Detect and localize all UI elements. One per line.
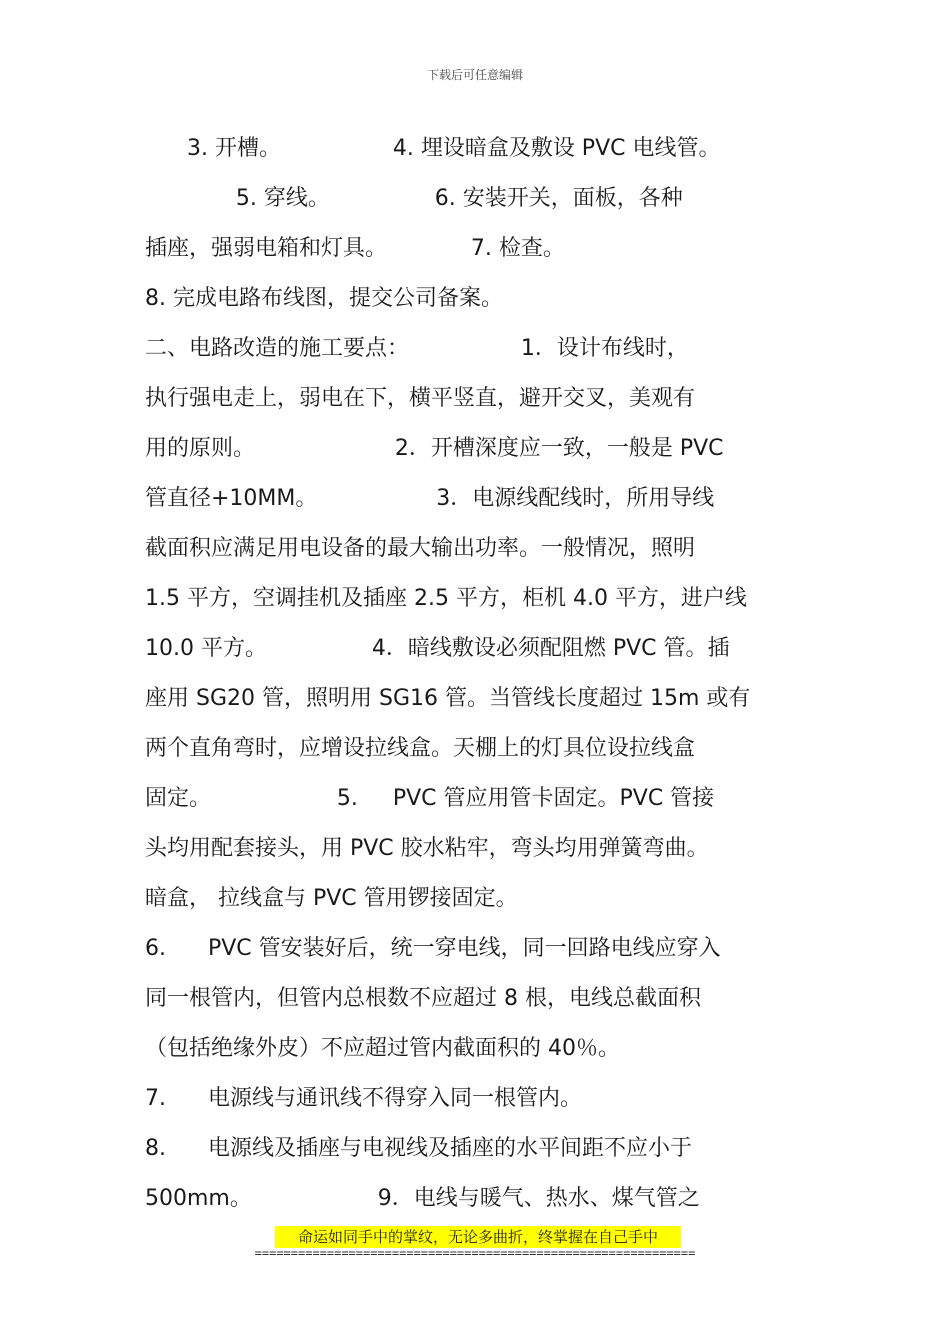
- document-body: [145, 124, 810, 1224]
- text-line-20: 7. 电源线与通讯线不得穿入同一根管内。: [145, 1086, 582, 1111]
- page-header-note: 下载后可任意编辑: [426, 68, 523, 82]
- text-line-22: 500mm。 9．电线与暖气、热水、煤气管之: [145, 1186, 700, 1211]
- text-line-15: 头均用配套接头，用 PVC 胶水粘牢，弯头均用弹簧弯曲。: [145, 836, 709, 861]
- footer-rule: =============================================================: [254, 1246, 696, 1260]
- text-line-5: 二、电路改造的施工要点： 1．设计布线时，: [145, 336, 689, 361]
- text-line-10: 1.5 平方，空调挂机及插座 2.5 平方，柜机 4.0 平方，进户线: [145, 586, 747, 611]
- text-line-4: 8. 完成电路布线图，提交公司备案。: [145, 286, 503, 311]
- text-line-13: 两个直角弯时，应增设拉线盒。天棚上的灯具位设拉线盒: [145, 736, 696, 761]
- text-line-17: 6. PVC 管安装好后，统一穿电线，同一回路电线应穿入: [145, 936, 721, 961]
- text-line-6: 执行强电走上，弱电在下，横平竖直，避开交叉，美观有: [145, 386, 696, 411]
- text-line-19: （包括绝缘外皮）不应超过管内截面积的 40％。: [145, 1036, 620, 1061]
- text-line-14: 固定。 5. PVC 管应用管卡固定。PVC 管接: [145, 786, 715, 811]
- footer-slogan: 命运如同手中的掌纹，无论多曲折，终掌握在自己手中: [275, 1226, 681, 1248]
- text-line-7: 用的原则。 2．开槽深度应一致，一般是 PVC: [145, 436, 724, 461]
- text-line-11: 10.0 平方。 4．暗线敷设必须配阻燃 PVC 管。插: [145, 636, 730, 661]
- text-line-16: 暗盒， 拉线盒与 PVC 管用锣接固定。: [145, 886, 518, 911]
- text-line-1: 3. 开槽。 4. 埋设暗盒及敷设 PVC 电线管。: [145, 136, 721, 161]
- text-line-18: 同一根管内，但管内总根数不应超过 8 根，电线总截面积: [145, 986, 701, 1011]
- text-line-9: 截面积应满足用电设备的最大输出功率。一般情况，照明: [145, 536, 696, 561]
- text-line-8: 管直径+10MM。 3．电源线配线时，所用导线: [145, 486, 715, 511]
- text-line-12: 座用 SG20 管，照明用 SG16 管。当管线长度超过 15m 或有: [145, 686, 751, 711]
- text-line-3: 插座，强弱电箱和灯具。 7. 检查。: [145, 236, 565, 261]
- text-line-21: 8. 电源线及插座与电视线及插座的水平间距不应小于: [145, 1136, 692, 1161]
- text-line-2: 5. 穿线。 6. 安装开关，面板，各种: [145, 186, 683, 211]
